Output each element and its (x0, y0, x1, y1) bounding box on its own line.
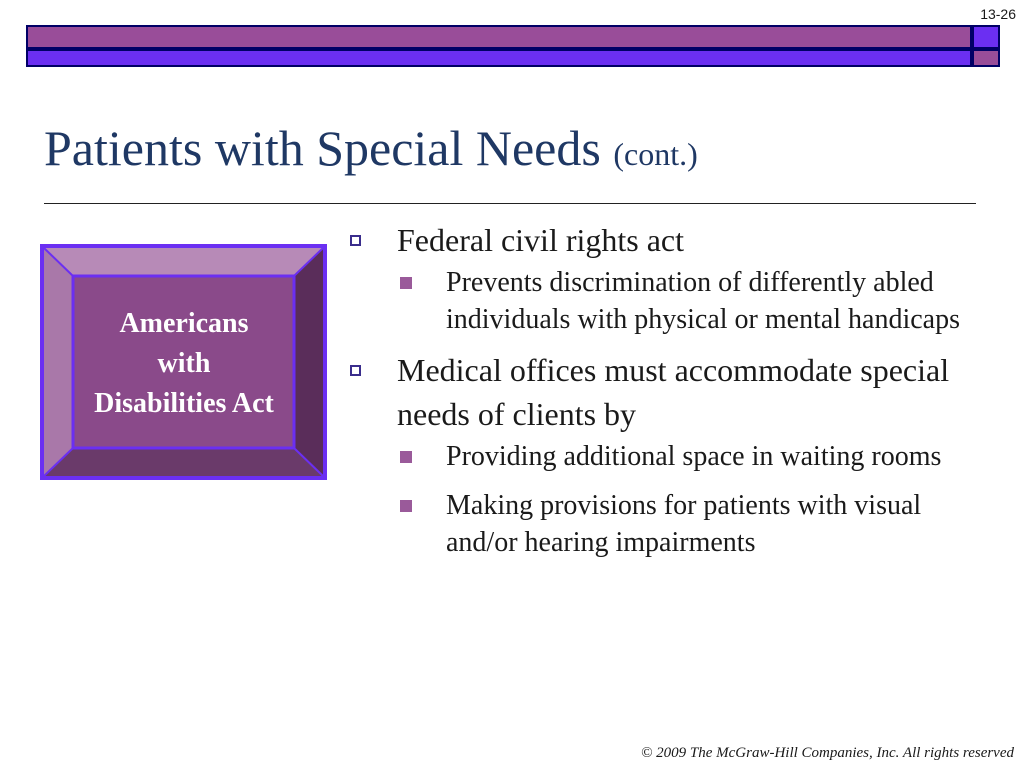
bullet-text: Medical offices must accommodate special needs of clients by (397, 352, 950, 432)
slide-title-main: Patients with Special Needs (44, 120, 601, 176)
filled-square-bullet-icon (400, 500, 412, 512)
sub-bullet-item (350, 438, 970, 475)
sub-bullet-item (350, 487, 970, 561)
sub-bullet-text: Providing additional space in waiting rooms (446, 441, 942, 472)
bullet-item (350, 218, 970, 262)
bullet-list (350, 214, 970, 561)
filled-square-bullet-icon (400, 277, 412, 289)
header-bars (26, 25, 1000, 67)
title-underline (44, 203, 976, 204)
ada-label-line: Disabilities Act (94, 388, 274, 419)
bullet-text: Federal civil rights act (397, 222, 685, 258)
ada-box-label (70, 304, 298, 424)
copyright-footer: © 2009 The McGraw-Hill Companies, Inc. All rights reserved (640, 745, 1014, 761)
hollow-square-bullet-icon (350, 365, 361, 376)
slide-title (44, 118, 698, 178)
filled-square-bullet-icon (400, 451, 412, 463)
bullet-item (350, 348, 970, 436)
slide-number: 13-26 (980, 6, 1016, 22)
header-square-top (972, 25, 1000, 49)
header-bar-top (26, 25, 972, 49)
sub-bullet-text: Prevents discrimination of differently abled individuals with physical or mental handicaps (446, 267, 961, 335)
header-bar-bottom (26, 49, 972, 67)
header-square-bottom (972, 49, 1000, 67)
sub-bullet-text: Making provisions for patients with visual and/or hearing impairments (446, 490, 922, 558)
sub-bullet-item (350, 264, 970, 338)
slide-title-sub: (cont.) (613, 136, 698, 172)
ada-label-line: Americans (119, 308, 249, 339)
hollow-square-bullet-icon (350, 235, 361, 246)
ada-label-line: with (157, 348, 211, 379)
